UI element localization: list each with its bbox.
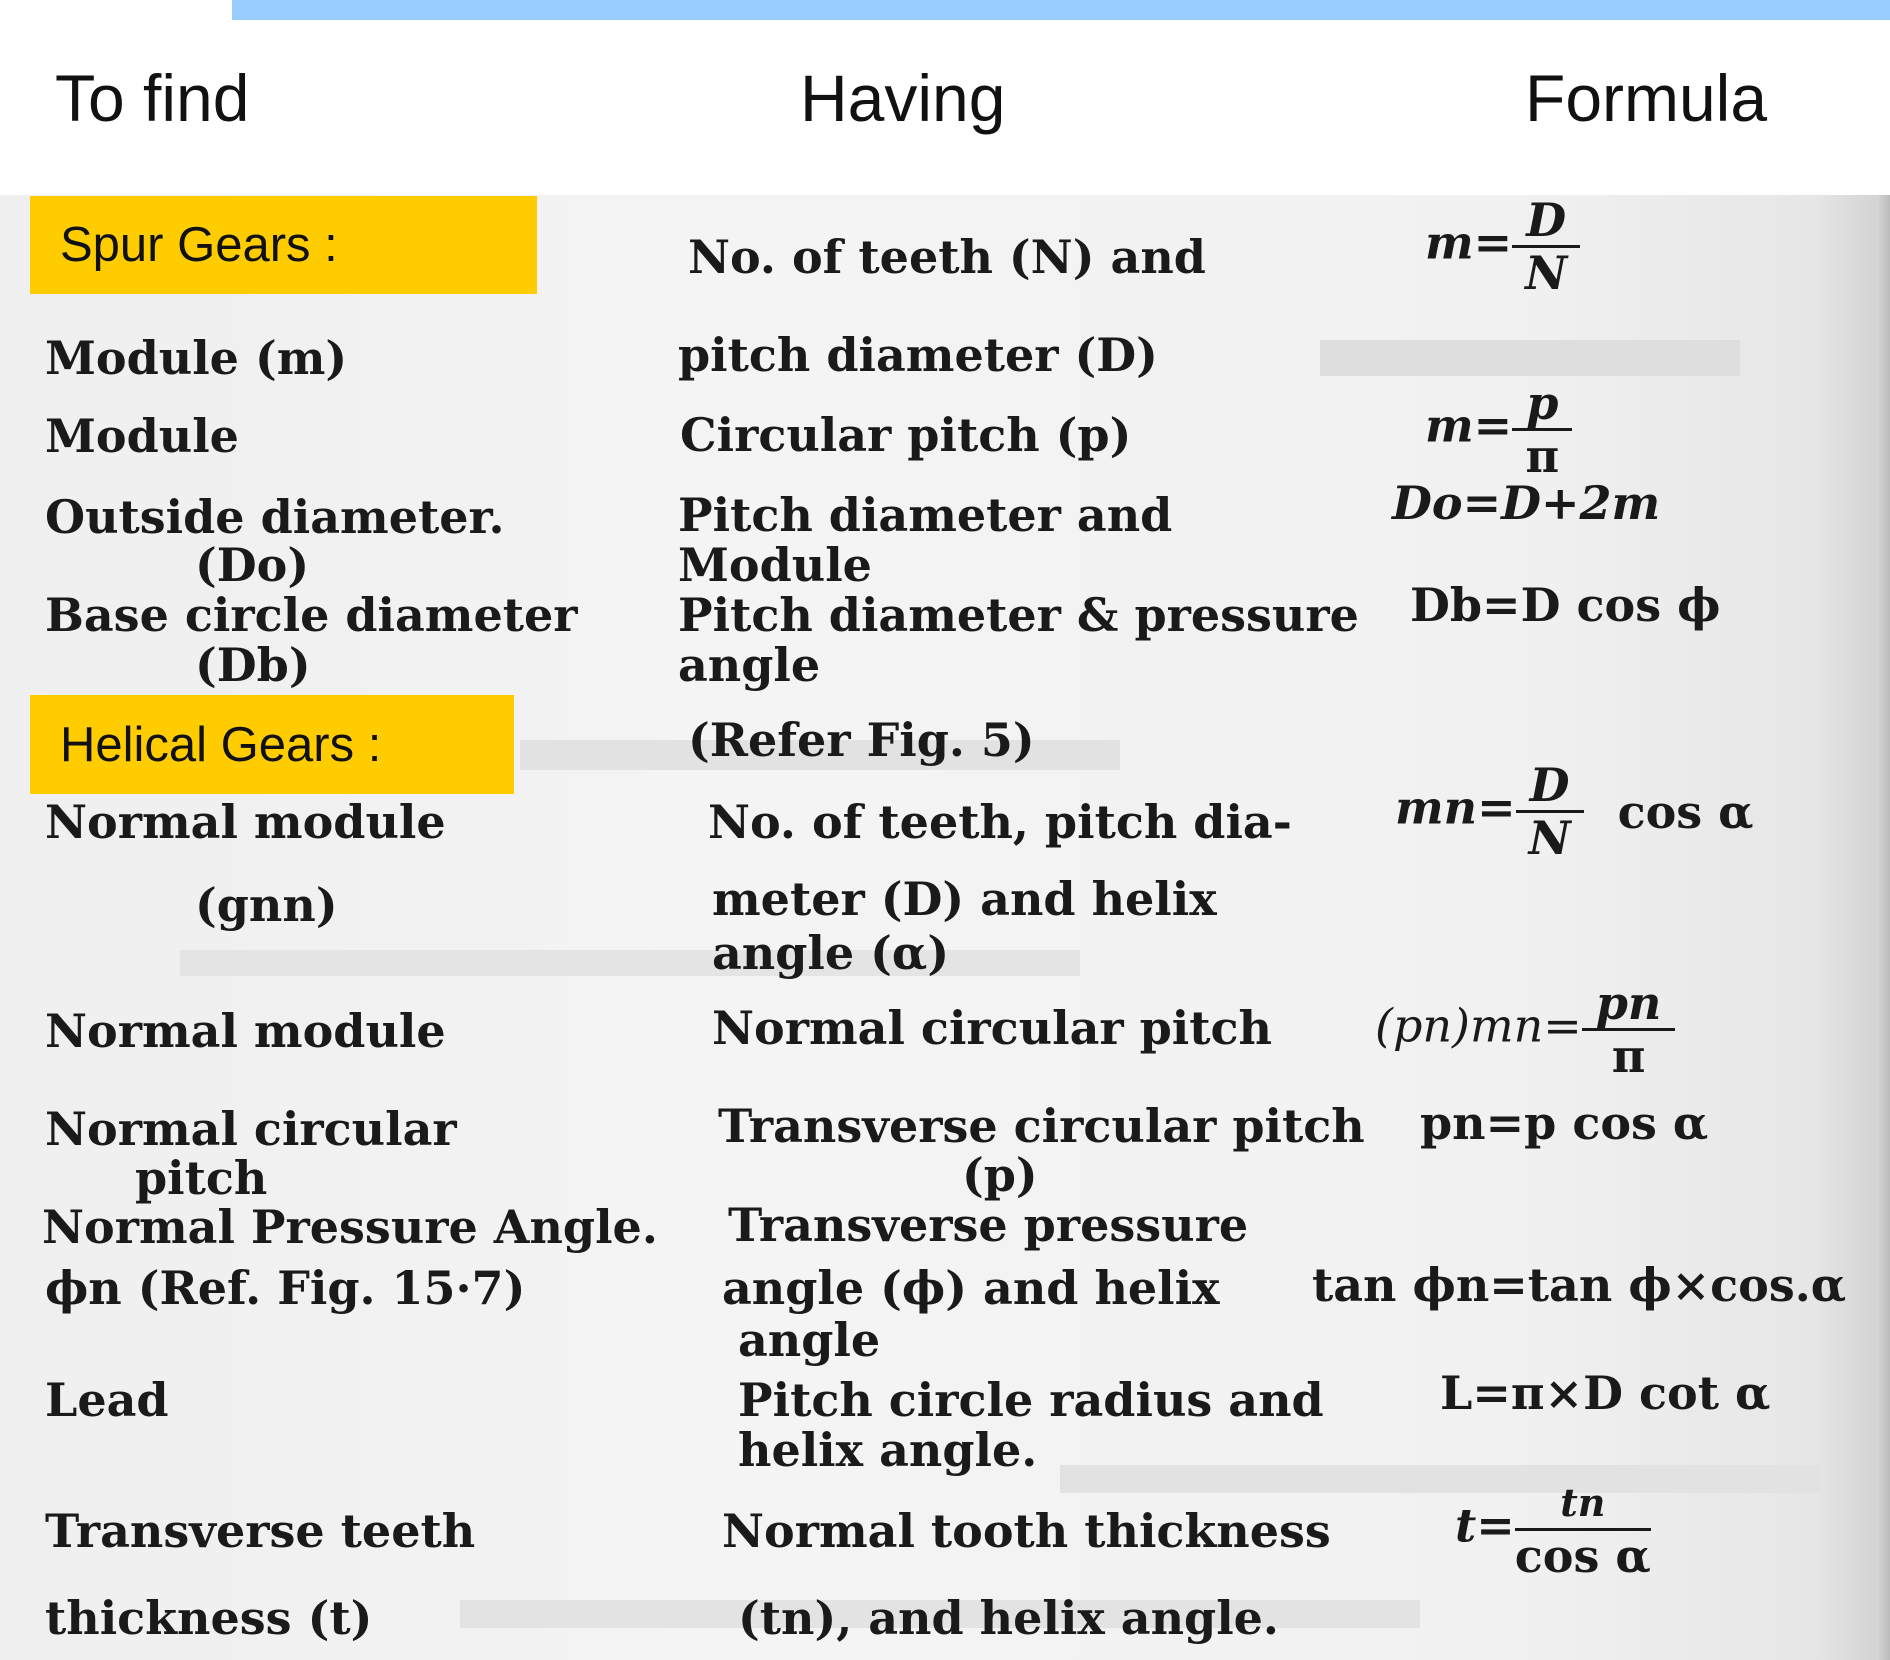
fraction-denominator: π [1525, 429, 1560, 483]
formula-fraction [1512, 195, 1580, 298]
fraction-numerator: D [1512, 195, 1580, 248]
having-cell-line3: angle (α) [712, 926, 950, 980]
formula-lhs: m= [1425, 215, 1513, 270]
having-cell: No. of teeth, pitch dia- [708, 795, 1292, 849]
having-cell: Transverse circular pitch [718, 1099, 1365, 1153]
formula-cell [1425, 195, 1580, 298]
bleed-through-mark [1320, 340, 1740, 376]
formula-lhs: t= [1455, 1498, 1515, 1553]
having-cell-line2: Module [678, 538, 872, 592]
having-cell-line2: helix angle. [738, 1423, 1038, 1477]
fraction-denominator: cos α [1514, 1529, 1651, 1583]
formula-fraction [1516, 760, 1584, 863]
to-find-cell: Base circle diameter [45, 588, 578, 642]
to-find-cell: Module [45, 409, 239, 463]
formula-cell: tan ϕn=tan ϕ×cos.α [1312, 1258, 1847, 1312]
fraction-numerator: D [1516, 760, 1584, 813]
having-cell-line2: angle [678, 638, 821, 692]
to-find-cell: Normal module [45, 795, 446, 849]
having-cell: Circular pitch (p) [680, 408, 1132, 462]
formula-cell [1375, 978, 1675, 1081]
fraction-numerator: p [1512, 378, 1572, 431]
to-find-cell: Lead [45, 1373, 169, 1427]
formula-lhs: (pn)mn= [1375, 998, 1582, 1053]
to-find-cell: Normal Pressure Angle. [42, 1200, 658, 1254]
having-cell: Normal tooth thickness [722, 1504, 1331, 1558]
to-find-cell-line2: thickness (t) [45, 1591, 373, 1645]
formula-cell [1455, 1478, 1651, 1581]
page-edge-shadow [1876, 195, 1890, 1660]
fraction-denominator: N [1528, 811, 1571, 865]
formula-cell [1425, 378, 1572, 481]
having-cell: Pitch diameter and [678, 488, 1173, 542]
having-cell: pitch diameter (D) [678, 328, 1158, 382]
having-cell: Transverse pressure [728, 1198, 1249, 1252]
formula-tail: cos α [1617, 784, 1754, 839]
formula-fraction [1512, 378, 1572, 481]
formula-cell: Db=D cos ϕ [1410, 578, 1721, 632]
having-cell: (Refer Fig. 5) [688, 713, 1035, 767]
formula-lhs: m= [1425, 398, 1513, 453]
having-cell: No. of teeth (N) and [688, 230, 1206, 284]
to-find-cell-line2: pitch [135, 1151, 268, 1205]
fraction-denominator: N [1525, 246, 1568, 300]
formula-cell: pn=p cos α [1420, 1096, 1709, 1150]
having-cell: Pitch circle radius and [738, 1373, 1324, 1427]
header-formula: Formula [1525, 61, 1768, 135]
section-tag-spur: Spur Gears : [30, 196, 537, 294]
having-cell: Normal circular pitch [712, 1001, 1272, 1055]
formula-fraction [1582, 978, 1676, 1081]
to-find-cell-line2: (gnn) [195, 878, 338, 932]
to-find-cell: Transverse teeth [45, 1504, 476, 1558]
to-find-cell-line2: (Do) [195, 538, 310, 592]
to-find-cell: Outside diameter. [45, 490, 505, 544]
header-to-find: To find [55, 61, 250, 135]
having-cell: Pitch diameter & pressure [678, 588, 1359, 642]
bleed-through-mark [1060, 1465, 1820, 1493]
fraction-denominator: π [1611, 1029, 1646, 1083]
top-accent-bar [232, 0, 1890, 20]
having-cell-line2: angle (ϕ) and helix [722, 1261, 1220, 1315]
having-cell-line2: (p) [962, 1148, 1038, 1202]
having-cell-line2: meter (D) and helix [712, 872, 1217, 926]
formula-fraction [1515, 1478, 1651, 1581]
fraction-numerator: pn [1582, 978, 1676, 1031]
fraction-numerator: tn [1515, 1478, 1651, 1531]
to-find-cell-line2: ϕn (Ref. Fig. 15·7) [45, 1261, 526, 1315]
section-tag-helical: Helical Gears : [30, 695, 514, 794]
formula-lhs: mn= [1395, 780, 1516, 835]
having-cell-line3: angle [738, 1313, 881, 1367]
to-find-cell: Module (m) [45, 331, 348, 385]
header-having: Having [800, 61, 1006, 135]
having-cell-line2: (tn), and helix angle. [738, 1591, 1279, 1645]
to-find-cell: Normal module [45, 1004, 446, 1058]
formula-cell: Do=D+2m [1392, 476, 1661, 530]
to-find-cell: Normal circular [45, 1102, 457, 1156]
formula-cell: L=π×D cot α [1440, 1366, 1771, 1420]
to-find-cell-line2: (Db) [195, 638, 311, 692]
formula-cell [1395, 760, 1754, 863]
